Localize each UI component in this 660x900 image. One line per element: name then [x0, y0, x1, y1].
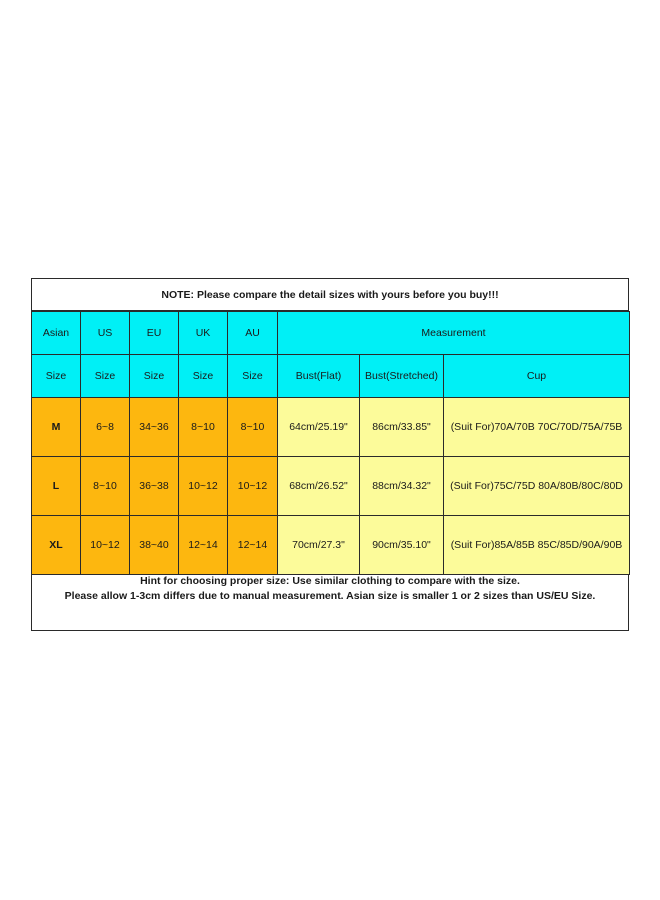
cell-bust-stretched: 88cm/34.32": [360, 457, 444, 516]
cell-eu: 36~38: [130, 457, 179, 516]
cell-asian: M: [32, 398, 81, 457]
cell-au: 12~14: [228, 516, 278, 575]
cell-us: 8~10: [81, 457, 130, 516]
cell-us: 6~8: [81, 398, 130, 457]
cell-bust-stretched: 86cm/33.85": [360, 398, 444, 457]
footer-hint: [32, 574, 628, 604]
cell-uk: 12~14: [179, 516, 228, 575]
cell-cup: (Suit For)75C/75D 80A/80B/80C/80D: [444, 457, 630, 516]
size-table: [31, 311, 630, 575]
cell-uk: 10~12: [179, 457, 228, 516]
table-row: [32, 457, 630, 516]
cell-bust-flat: 68cm/26.52": [278, 457, 360, 516]
header-us-size: Size: [81, 355, 130, 398]
header-eu-size: Size: [130, 355, 179, 398]
header-uk: UK: [179, 312, 228, 355]
header-cup: Cup: [444, 355, 630, 398]
header-asian-size: Size: [32, 355, 81, 398]
cell-eu: 34~36: [130, 398, 179, 457]
header-row-size: [32, 355, 630, 398]
cell-au: 8~10: [228, 398, 278, 457]
footer-hint-line: Hint for choosing proper size: Use similar clothing to compare with the size.: [140, 575, 520, 587]
table-row: [32, 516, 630, 575]
cell-asian: XL: [32, 516, 81, 575]
header-eu: EU: [130, 312, 179, 355]
cell-cup: (Suit For)85A/85B 85C/85D/90A/90B: [444, 516, 630, 575]
header-row-region: [32, 312, 630, 355]
header-uk-size: Size: [179, 355, 228, 398]
cell-bust-flat: 70cm/27.3": [278, 516, 360, 575]
header-bust-stretched: Bust(Stretched): [360, 355, 444, 398]
header-asian: Asian: [32, 312, 81, 355]
header-au: AU: [228, 312, 278, 355]
cell-au: 10~12: [228, 457, 278, 516]
header-us: US: [81, 312, 130, 355]
header-au-size: Size: [228, 355, 278, 398]
table-row: [32, 398, 630, 457]
cell-bust-flat: 64cm/25.19": [278, 398, 360, 457]
cell-cup: (Suit For)70A/70B 70C/70D/75A/75B: [444, 398, 630, 457]
cell-us: 10~12: [81, 516, 130, 575]
size-chart: [31, 278, 629, 631]
cell-eu: 38~40: [130, 516, 179, 575]
header-measurement: Measurement: [278, 312, 630, 355]
cell-bust-stretched: 90cm/35.10": [360, 516, 444, 575]
cell-asian: L: [32, 457, 81, 516]
header-bust-flat: Bust(Flat): [278, 355, 360, 398]
cell-uk: 8~10: [179, 398, 228, 457]
footer-allowance-line: Please allow 1-3cm differs due to manual measurement. Asian size is smaller 1 or 2 sizes than US/EU Size.: [64, 590, 596, 602]
note-banner: NOTE: Please compare the detail sizes with yours before you buy!!!: [32, 279, 628, 311]
